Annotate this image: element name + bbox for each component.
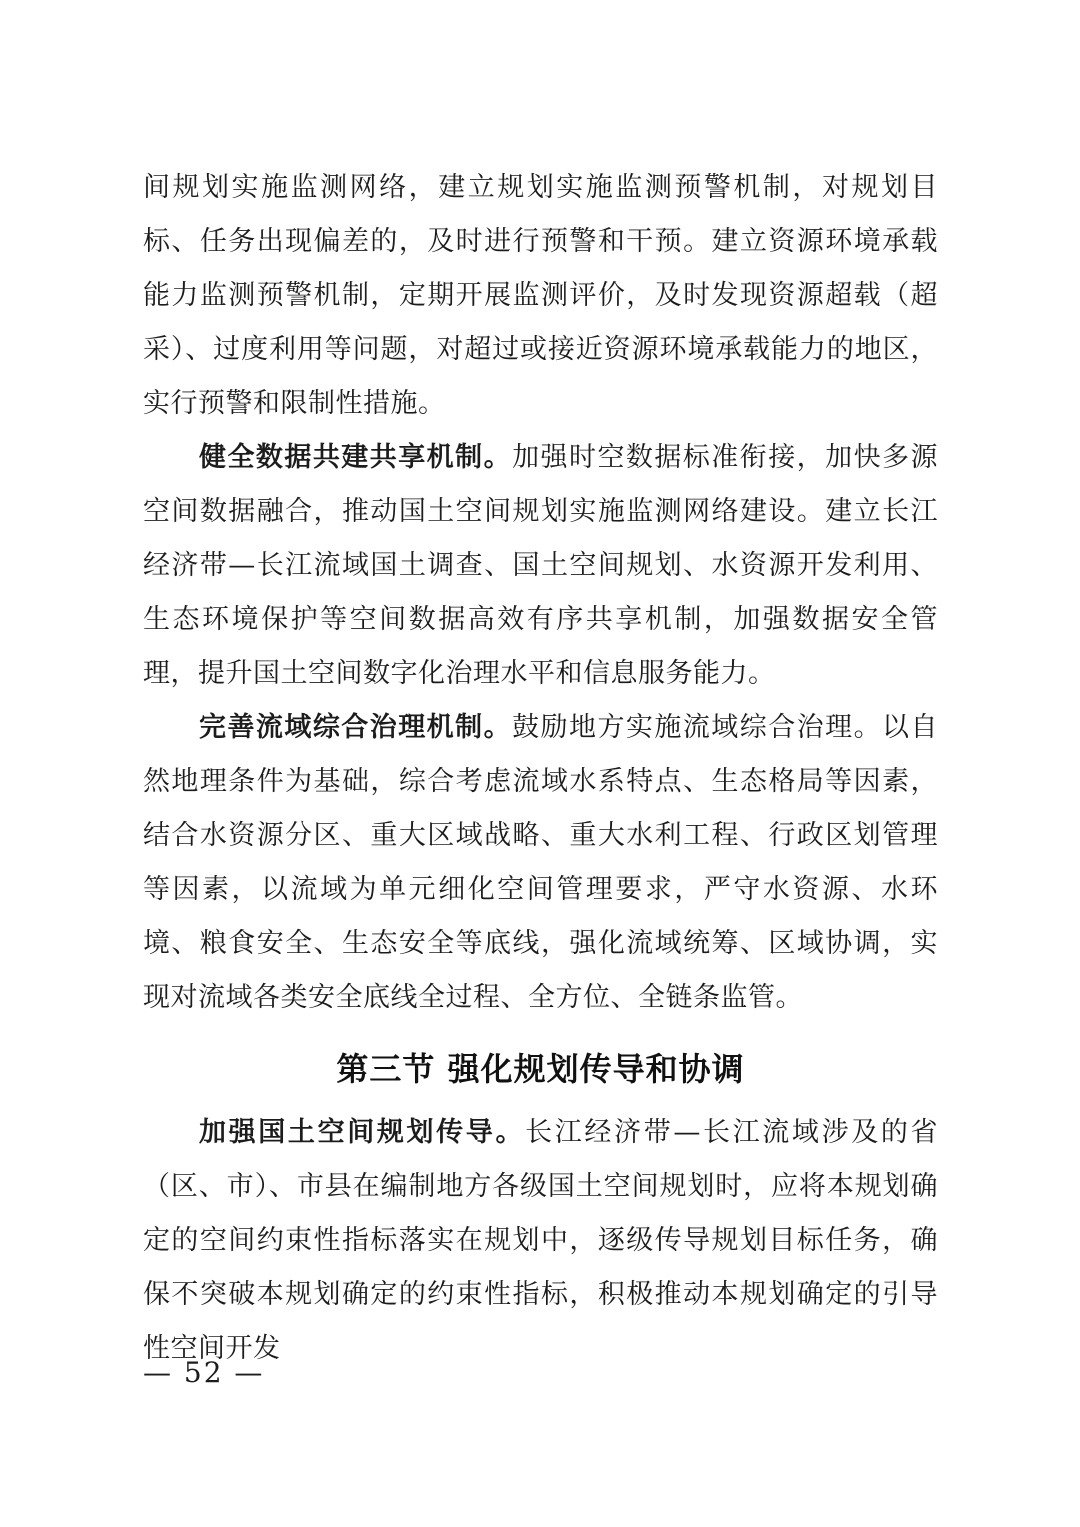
paragraph-planning-transmission	[143, 1106, 938, 1376]
paragraph-text: 间规划实施监测网络，建立规划实施监测预警机制，对规划目标、任务出现偏差的，及时进行预警和干预。建立资源环境承载能力监测预警机制，定期开展监测评价，及时发现资源超载（超采）、过度利用等问题，对超过或接近资源环境承载能力的地区，实行预警和限制性措施。	[143, 172, 938, 419]
section-heading: 第三节 强化规划传导和协调	[336, 1050, 745, 1088]
document-body	[143, 161, 938, 1376]
paragraph-basin-governance	[143, 701, 938, 1025]
paragraph-data-sharing	[143, 431, 938, 701]
paragraph-text: 加强时空数据标准衔接，加快多源空间数据融合，推动国土空间规划实施监测网络建设。建立长江经济带—长江流域国土调查、国土空间规划、水资源开发利用、生态环境保护等空间数据高效有序共享机制，加强数据安全管理，提升国土空间数字化治理水平和信息服务能力。	[143, 442, 939, 689]
paragraph-text: 长江经济带—长江流域涉及的省（区、市）、市县在编制地方各级国土空间规划时，应将本规划确定的空间约束性指标落实在规划中，逐级传导规划目标任务，确保不突破本规划确定的约束性指标，积极推动本规划确定的引导性空间开发	[143, 1117, 939, 1364]
paragraph-text: 鼓励地方实施流域综合治理。以自然地理条件为基础，综合考虑流域水系特点、生态格局等因素，结合水资源分区、重大区域战略、重大水利工程、行政区划管理等因素，以流域为单元细化空间管理要求，严守水资源、水环境、粮食安全、生态安全等底线，强化流域统筹、区域协调，实现对流域各类安全底线全过程、全方位、全链条监管。	[143, 712, 939, 1013]
paragraph-lead: 完善流域综合治理机制。	[199, 712, 513, 743]
paragraph-lead: 健全数据共建共享机制。	[199, 442, 513, 473]
paragraph-continuation	[143, 161, 938, 431]
paragraph-lead: 加强国土空间规划传导。	[199, 1117, 526, 1148]
page-number: — 52 —	[143, 1356, 265, 1389]
